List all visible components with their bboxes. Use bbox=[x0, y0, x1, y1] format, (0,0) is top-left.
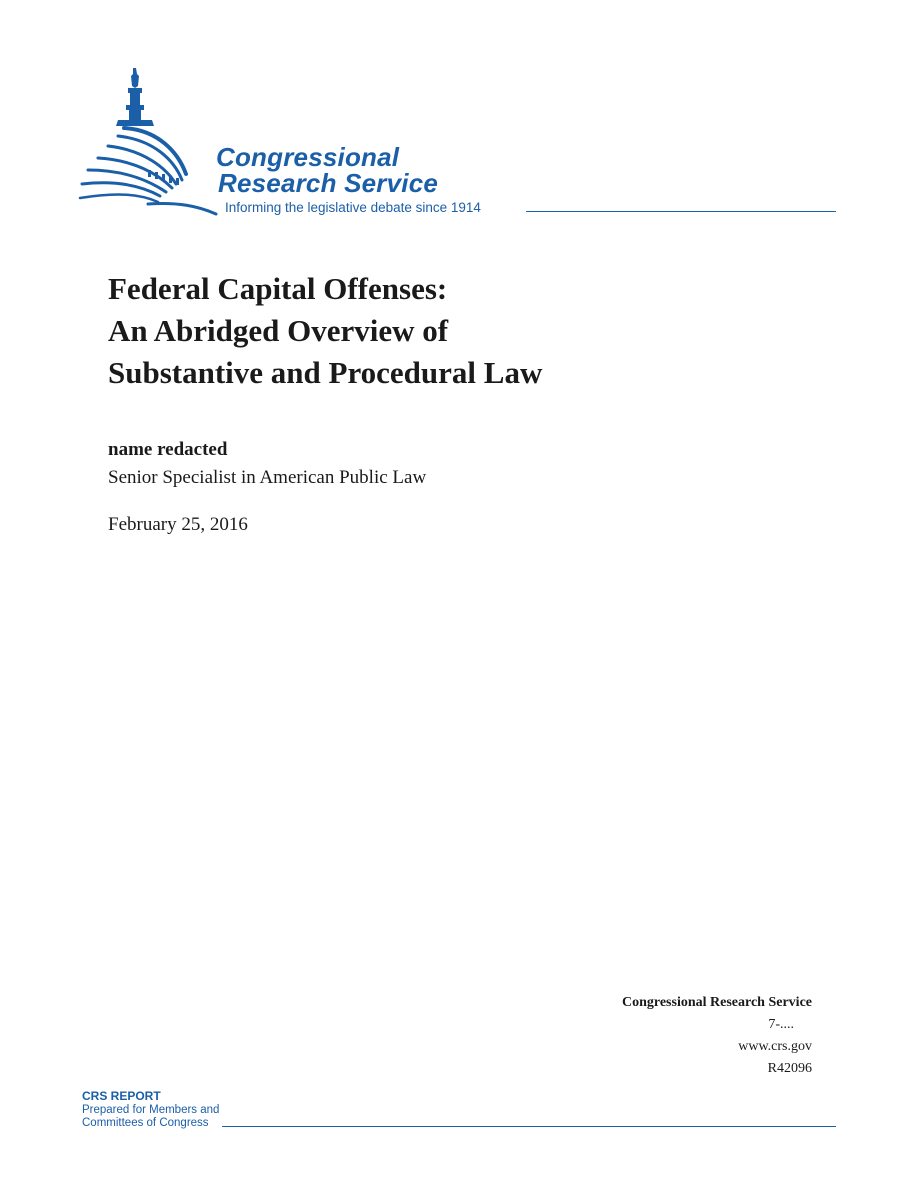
report-title-line: Federal Capital Offenses: bbox=[108, 271, 448, 306]
author-role: Senior Specialist in American Public Law bbox=[108, 467, 427, 488]
report-title bbox=[108, 268, 542, 394]
crs-info-block bbox=[622, 992, 812, 1080]
crs-website[interactable]: www.crs.gov bbox=[738, 1039, 812, 1054]
crs-code: 7-.... bbox=[768, 1017, 794, 1032]
tagline-rule bbox=[526, 211, 836, 212]
brand-tagline: Informing the legislative debate since 1914 bbox=[225, 200, 481, 215]
crs-report-footer bbox=[82, 1090, 838, 1130]
crs-report-number: R42096 bbox=[767, 1061, 812, 1076]
brand-name-line1: Congressional bbox=[216, 142, 400, 172]
brand-name-line2: Research Service bbox=[218, 168, 439, 198]
report-title-line: Substantive and Procedural Law bbox=[108, 355, 543, 390]
crs-org-name: Congressional Research Service bbox=[621, 995, 812, 1010]
crs-logo bbox=[78, 64, 838, 224]
footer-line1: Prepared for Members and bbox=[82, 1104, 220, 1116]
report-date: February 25, 2016 bbox=[108, 514, 248, 535]
footer-label: CRS REPORT bbox=[82, 1089, 161, 1103]
capitol-dome-icon bbox=[78, 64, 218, 219]
footer-rule bbox=[222, 1126, 836, 1127]
author-name: name redacted bbox=[108, 439, 228, 460]
report-title-line: An Abridged Overview of bbox=[108, 313, 449, 348]
footer-line2: Committees of Congress bbox=[82, 1117, 209, 1129]
